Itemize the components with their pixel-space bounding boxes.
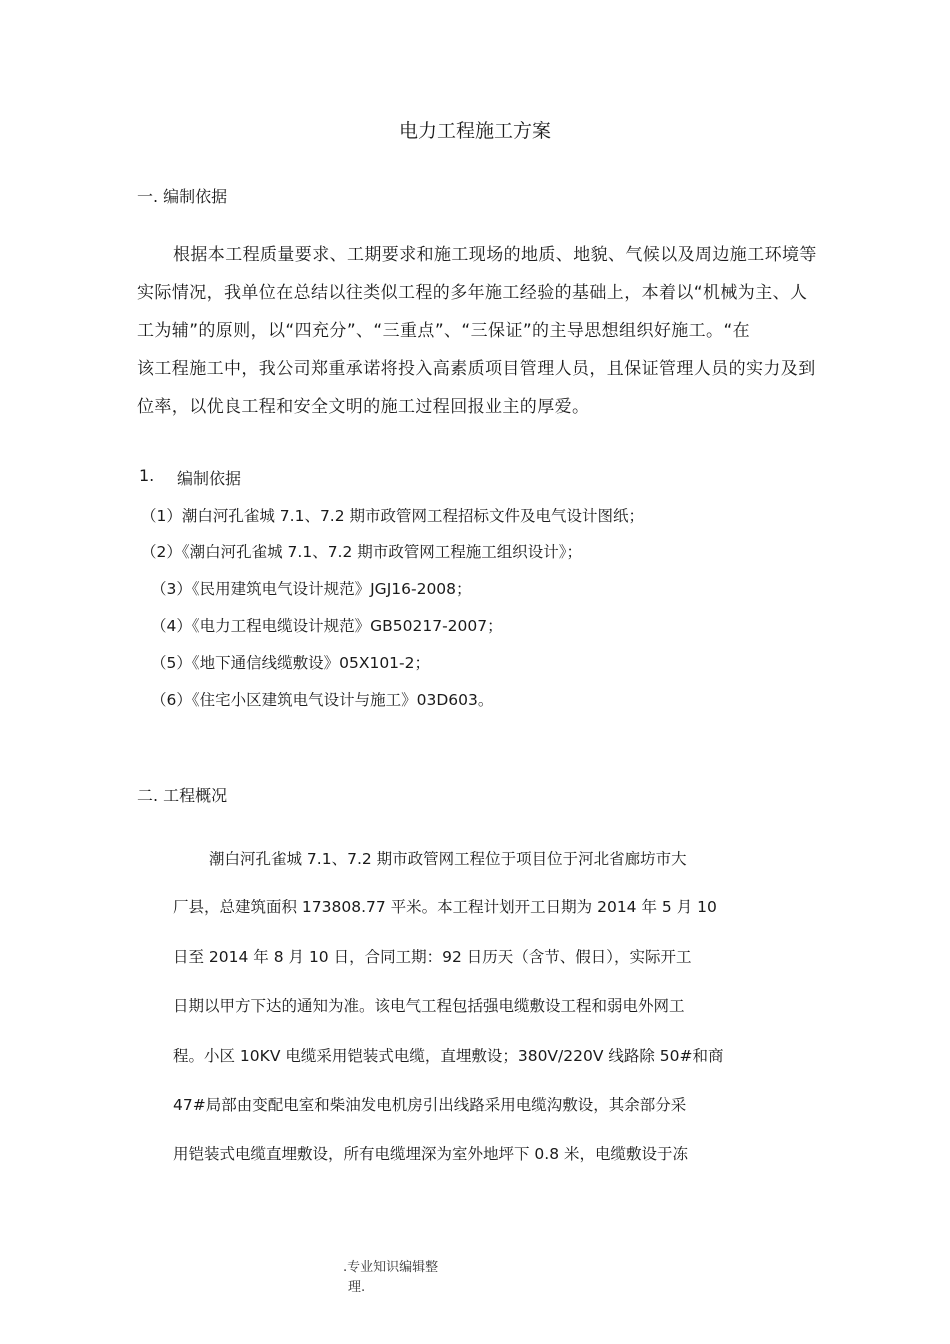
paragraph-line: 厂县，总建筑面积 173808.77 平米。本工程计划开工日期为 2014 年 5 月 10 — [173, 898, 717, 916]
paragraph-line: 日期以甲方下达的通知为准。该电气工程包括强电缆敷设工程和弱电外网工 — [173, 997, 685, 1015]
paragraph-line: 该工程施工中，我公司郑重承诺将投入高素质项目管理人员，且保证管理人员的实力及到 — [137, 359, 816, 379]
paragraph-line: 实际情况，我单位在总结以往类似工程的多年施工经验的基础上，本着以“机械为主、人 — [137, 283, 808, 303]
paragraph-line: 47#局部由变配电室和柴油发电机房引出线路采用电缆沟敷设，其余部分采 — [173, 1096, 687, 1114]
paragraph-line: 潮白河孔雀城 7.1、7.2 期市政管网工程位于项目位于河北省廊坊市大 — [209, 850, 687, 868]
subheading-number: 1. — [139, 466, 155, 485]
paragraph-line: 工为辅”的原则，以“四充分”、“三重点”、“三保证”的主导思想组织好施工。“在 — [137, 321, 751, 341]
footer-note-line-1: .专业知识编辑整 — [343, 1260, 439, 1275]
reference-item: （3）《民用建筑电气设计规范》JGJ16-2008； — [151, 580, 472, 598]
footer-note-line-2: 理. — [348, 1280, 366, 1295]
reference-item: （6）《住宅小区建筑电气设计与施工》03D603。 — [151, 691, 494, 709]
paragraph-line: 根据本工程质量要求、工期要求和施工现场的地质、地貌、气候以及周边施工环境等 — [173, 245, 817, 265]
paragraph-line: 位率，以优良工程和安全文明的施工过程回报业主的厚爱。 — [137, 397, 590, 417]
document-title: 电力工程施工方案 — [398, 120, 551, 142]
section-1-heading: 一. 编制依据 — [137, 187, 228, 206]
subheading-text: 编制依据 — [177, 469, 242, 488]
paragraph-line: 程。小区 10KV 电缆采用铠装式电缆，直埋敷设；380V/220V 线路除 50#和商 — [173, 1047, 724, 1065]
reference-item: （2）《潮白河孔雀城 7.1、7.2 期市政管网工程施工组织设计》； — [141, 543, 583, 561]
reference-item: （4）《电力工程电缆设计规范》GB50217-2007； — [151, 617, 503, 635]
section-2-heading: 二. 工程概况 — [137, 786, 228, 805]
paragraph-line: 日至 2014 年 8 月 10 日，合同工期：92 日历天（含节、假日），实际开工 — [173, 948, 692, 966]
reference-item: （1）潮白河孔雀城 7.1、7.2 期市政管网工程招标文件及电气设计图纸； — [141, 507, 645, 525]
reference-item: （5）《地下通信线缆敷设》05X101-2； — [151, 654, 430, 672]
paragraph-line: 用铠装式电缆直埋敷设，所有电缆埋深为室外地坪下 0.8 米，电缆敷设于冻 — [173, 1145, 689, 1163]
